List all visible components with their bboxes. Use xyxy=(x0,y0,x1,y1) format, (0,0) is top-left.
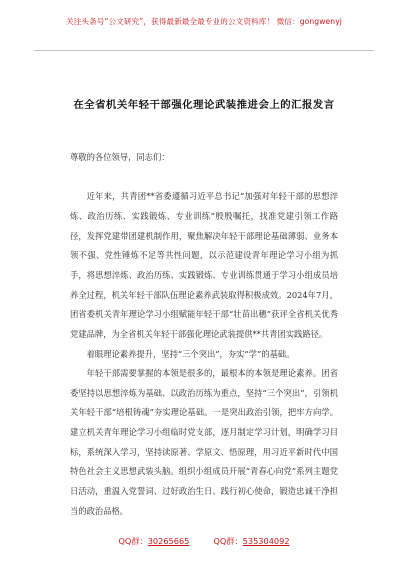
header-divider xyxy=(34,50,374,51)
qq-group-label-2: QQ群： xyxy=(213,536,243,546)
paragraph-intro: 近年来，共青团**省委遵循习近平总书记“加强对年轻干部的思想淬炼、政治历练、实践锻炼、专业训练”殷殷嘱托，找准党建引领工作路径，发挥党建带团建机制作用，聚焦解决年轻干部理论基础薄弱、业务本领不强、党性锤炼不足等共性问题，以示范建设青年理论学习小组为抓手，将思想淬炼、政治历练、实践锻炼、专业训练贯通于学习小组成员培养全过程，机关年轻干部队伍理论素养武装取得积极成效。2024年7月，团省委机关青年理论学习小组赋能年轻干部“壮苗出穗”获评全省机关优秀党建品牌，为全省机关年轻干部强化理论武装提供**共青团实践路径。 xyxy=(70,191,338,339)
promo-header: 关注头条号“公文研究”，获得最新最全最专业的公文资料库！ 微信：gongwenyj xyxy=(66,17,342,26)
footer-contacts xyxy=(0,536,408,547)
document-body xyxy=(70,148,338,521)
qq-group-number-1[interactable]: 30265665 xyxy=(147,536,190,546)
document-title: 在全省机关年轻干部强化理论武装推进会上的汇报发言 xyxy=(73,99,335,111)
qq-group-number-2[interactable]: 535304092 xyxy=(242,536,290,546)
paragraph-section: 年轻干部需要掌握的本领是很多的，最根本的本领是理论素养。团省委坚持以思想淬炼为基础、以政治历练为重点，坚持“三个突出”，引领机关年轻干部“培根铸魂”夯实理论基础。一是突出政治引领，把牢方向学。建立机关青年理论学习小组临时党支部，逐月制定学习计划，明确学习目标，系统深入学习，坚持读原著、学原文、悟原理，用习近平新时代中国特色社会主义思想武装头脑。组织小组成员开展“青春心向党”系列主题党日活动，重温入党誓词、过好政治生日、践行初心使命，锻造忠诚干净担当的政治品格。 xyxy=(70,368,338,516)
qq-group-label-1: QQ群： xyxy=(118,536,148,546)
greeting: 尊敬的各位领导，同志们： xyxy=(70,152,170,162)
section-heading: 着眼理论素养提升，坚持“三个突出”，夯实“学”的基础。 xyxy=(86,348,295,359)
